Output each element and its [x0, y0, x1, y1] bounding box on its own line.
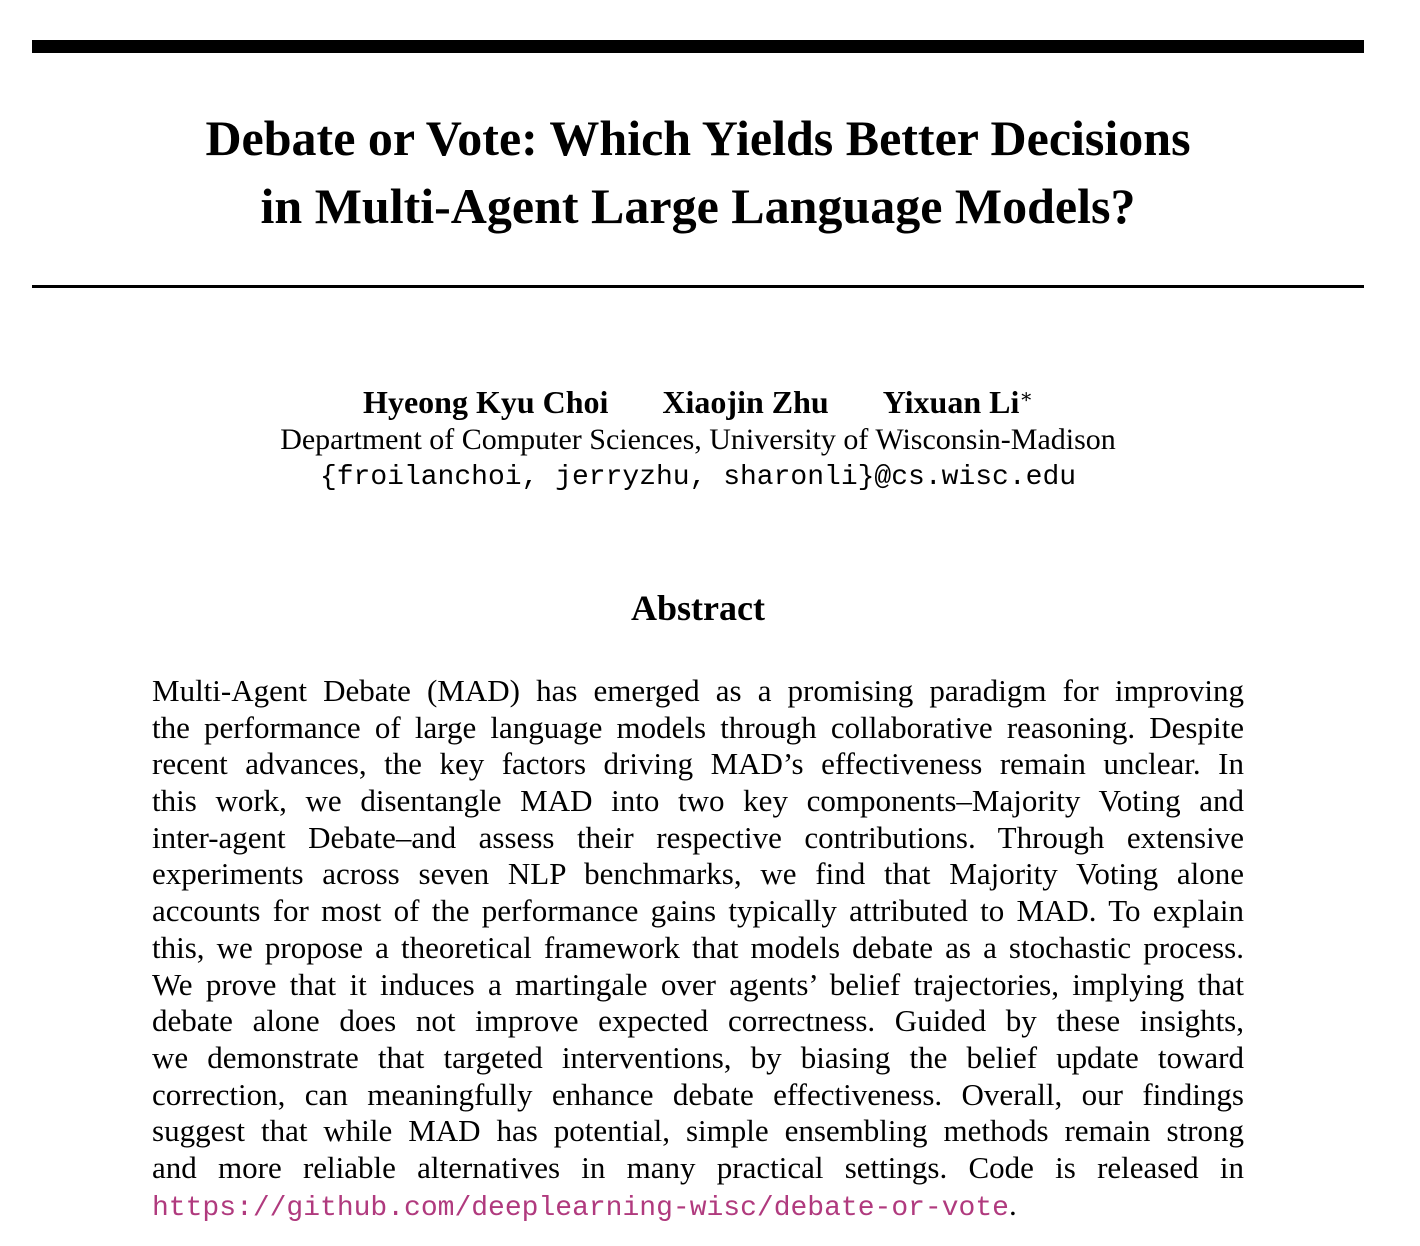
author-emails: {froilanchoi, jerryzhu, sharonli}@cs.wisc.edu: [319, 462, 1077, 493]
abstract-body: [152, 673, 1244, 1223]
affiliation: Department of Computer Sciences, University of Wisconsin-Madison: [280, 423, 1116, 456]
abstract-heading: Abstract: [631, 588, 765, 628]
author-block: [32, 378, 1364, 497]
abstract-line-14: and more reliable alternatives in many practical settings. Code is released in: [152, 1149, 1244, 1185]
abstract-line-6: experiments across seven NLP benchmarks, we find that Majority Voting alone: [152, 856, 1244, 892]
author-2-name: Xiaojin Zhu: [662, 384, 829, 420]
author-1: [363, 383, 608, 421]
abstract-line-15: [152, 1187, 1244, 1224]
title-line-1: Debate or Vote: Which Yields Better Decisions: [205, 110, 1191, 166]
title-line-2: in Multi-Agent Large Language Models?: [260, 178, 1136, 234]
title-bottom-rule: [32, 285, 1364, 288]
abstract-line-11: we demonstrate that targeted interventions, by biasing the belief update toward: [152, 1039, 1244, 1075]
abstract-line-8: this, we propose a theoretical framework that models debate as a stochastic process.: [152, 929, 1244, 965]
abstract-line-12: correction, can meaningfully enhance debate effectiveness. Overall, our findings: [152, 1076, 1244, 1112]
author-1-name: Hyeong Kyu Choi: [363, 384, 609, 420]
abstract-line-1: Multi-Agent Debate (MAD) has emerged as a promising paradigm for improving: [152, 673, 1244, 708]
abstract-line-7: accounts for most of the performance gains typically attributed to MAD. To explain: [152, 893, 1244, 929]
abstract-line-5: inter-agent Debate–and assess their respective contributions. Through extensive: [152, 819, 1244, 855]
code-repository-link[interactable]: https://github.com/deeplearning-wisc/debate-or-vote: [152, 1192, 1009, 1224]
abstract-line-9: We prove that it induces a martingale over agents’ belief trajectories, implying that: [152, 966, 1244, 1002]
top-rule: [32, 40, 1364, 53]
author-3: [883, 378, 1033, 421]
abstract-line-13: suggest that while MAD has potential, simple ensembling methods remain strong: [152, 1113, 1244, 1149]
abstract-line-10: debate alone does not improve expected correctness. Guided by these insights,: [152, 1003, 1244, 1039]
corresponding-author-mark: ∗: [1019, 386, 1033, 408]
author-2: [662, 383, 828, 421]
paper-title: [32, 104, 1364, 240]
abstract-line-4: this work, we disentangle MAD into two key components–Majority Voting and: [152, 783, 1244, 819]
author-list: [32, 378, 1364, 421]
author-3-name: Yixuan Li: [882, 384, 1020, 420]
abstract-line-3: recent advances, the key factors driving MAD’s effectiveness remain unclear. In: [152, 746, 1244, 782]
abstract-line-2: the performance of large language models through collaborative reasoning. Despite: [152, 709, 1244, 745]
link-trailing-period: .: [1008, 1186, 1017, 1222]
